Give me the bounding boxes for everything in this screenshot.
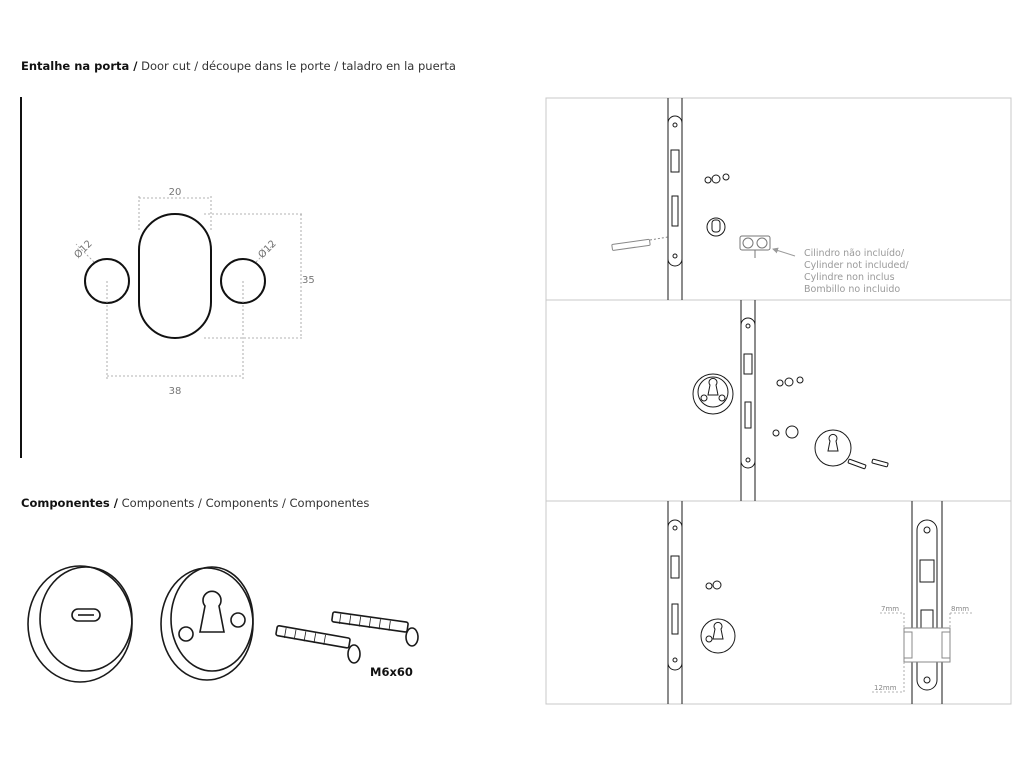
dim-width-top: 20 xyxy=(168,187,182,198)
cylinder-note-line-4: Bombillo no incluido xyxy=(804,284,901,295)
installation-frame xyxy=(546,98,1011,704)
door-cut-title-bold: Entalhe na porta / xyxy=(21,59,138,73)
dim-hole-right: Ø12 xyxy=(256,238,279,261)
step-2-panel xyxy=(693,300,888,501)
installation-panels xyxy=(546,98,1011,704)
cylinder-note-line-2: Cylinder not included/ xyxy=(804,260,909,271)
components-drawing xyxy=(28,566,418,682)
components-title-bold: Componentes / xyxy=(21,496,118,510)
dim-height: 35 xyxy=(302,275,315,286)
screw-lower xyxy=(276,625,360,663)
step-1-panel xyxy=(612,98,795,300)
step-3-panel xyxy=(668,501,950,704)
cylinder-note-line-3: Cylindre non inclus xyxy=(804,272,895,283)
screw-size-label: M6x60 xyxy=(370,665,413,679)
rosette-turn xyxy=(28,566,132,682)
cylinder-note-line-1: Cilindro não incluído/ xyxy=(804,248,905,259)
rosette-cylinder xyxy=(161,567,253,680)
dim-width-bottom: 38 xyxy=(168,386,182,397)
door-cut-title-rest: Door cut / découpe dans le porte / taladro en la puerta xyxy=(137,59,456,73)
dim-7mm: 7mm xyxy=(881,605,900,613)
dim-12mm: 12mm xyxy=(874,684,897,692)
cylinder-slot xyxy=(139,214,211,338)
door-cut-drawing xyxy=(21,97,315,458)
components-title-rest: Components / Components / Componentes xyxy=(117,496,370,510)
screw-upper xyxy=(332,612,418,646)
dim-8mm: 8mm xyxy=(951,605,970,613)
dim-hole-left: Ø12 xyxy=(72,238,95,261)
